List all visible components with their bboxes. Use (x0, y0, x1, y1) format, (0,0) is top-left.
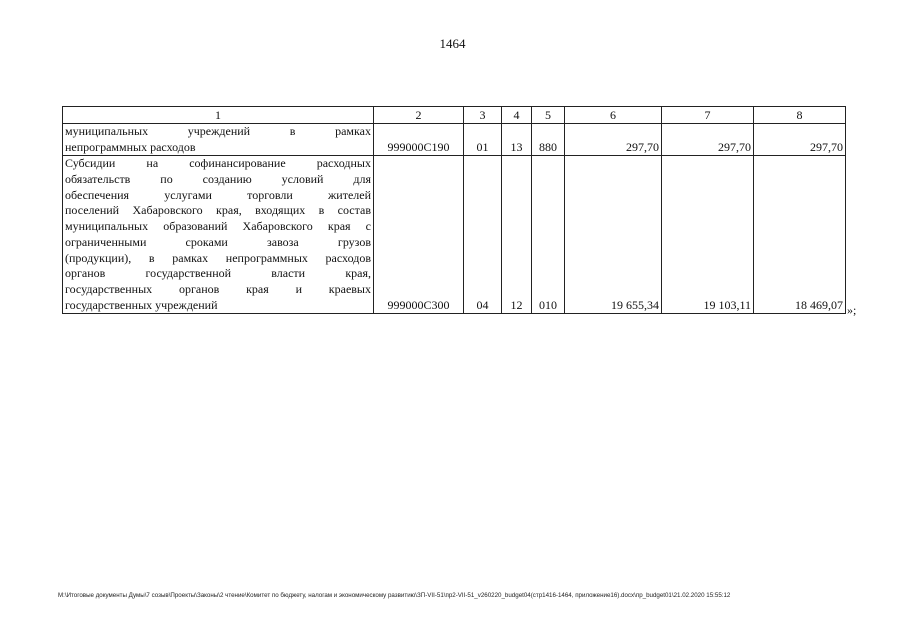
description-line: поселений Хабаровского края, входящих в состав (65, 203, 371, 218)
description-line: муниципальных образований Хабаровского края с (65, 219, 371, 234)
row-amount-year2: 19 103,11 (662, 156, 754, 314)
header-cell: 2 (374, 107, 464, 124)
description-line: органов государственной власти края, (65, 266, 371, 281)
header-cell: 8 (754, 107, 846, 124)
header-cell: 5 (532, 107, 565, 124)
description-line: (продукции), в рамках непрограммных расходов (65, 250, 371, 265)
row-section: 04 (464, 156, 502, 314)
table-row (63, 156, 846, 314)
row-section: 01 (464, 124, 502, 156)
row-amount-year1: 297,70 (565, 124, 662, 156)
description-line: Субсидии на софинансирование расходных (65, 156, 371, 171)
header-cell: 3 (464, 107, 502, 124)
description-line: непрограммных расходов (65, 139, 196, 154)
description-line: ограниченными сроками завоза грузов (65, 234, 371, 249)
row-description (63, 156, 374, 314)
description-line: государственных учреждений (65, 297, 218, 312)
header-cell: 6 (565, 107, 662, 124)
header-cell: 1 (63, 107, 374, 124)
table-header-row (63, 107, 846, 124)
footer-file-path: M:\Итоговые документы Думы\7 созыв\Проекты\Законы\2 чтение\Комитет по бюджету, налогам и экономическому развитию\ЗП-VII-51\пр2-VII-51_v260220_budget04(стр1416-1464, приложение16).docx\пр_budget01\21.02.2020 15:55:12 (58, 592, 731, 599)
description-line: обеспечения услугами торговли жителей (65, 187, 371, 202)
row-expense-type: 880 (532, 124, 565, 156)
closing-quote-mark: »; (847, 303, 857, 317)
header-cell: 7 (662, 107, 754, 124)
description-line: муниципальных учреждений в рамках (65, 124, 371, 138)
row-amount-year3: 18 469,07 (754, 156, 846, 314)
row-code: 999000С300 (374, 156, 464, 314)
row-subsection: 13 (502, 124, 532, 156)
budget-table (62, 106, 846, 314)
row-amount-year1: 19 655,34 (565, 156, 662, 314)
row-subsection: 12 (502, 156, 532, 314)
row-expense-type: 010 (532, 156, 565, 314)
description-line: государственных органов края и краевых (65, 281, 371, 296)
header-cell: 4 (502, 107, 532, 124)
row-amount-year2: 297,70 (662, 124, 754, 156)
row-code: 999000С190 (374, 124, 464, 156)
row-description (63, 124, 374, 156)
row-amount-year3: 297,70 (754, 124, 846, 156)
description-line: обязательств по созданию условий для (65, 172, 371, 187)
page-number: 1464 (439, 36, 466, 51)
table-row (63, 124, 846, 156)
